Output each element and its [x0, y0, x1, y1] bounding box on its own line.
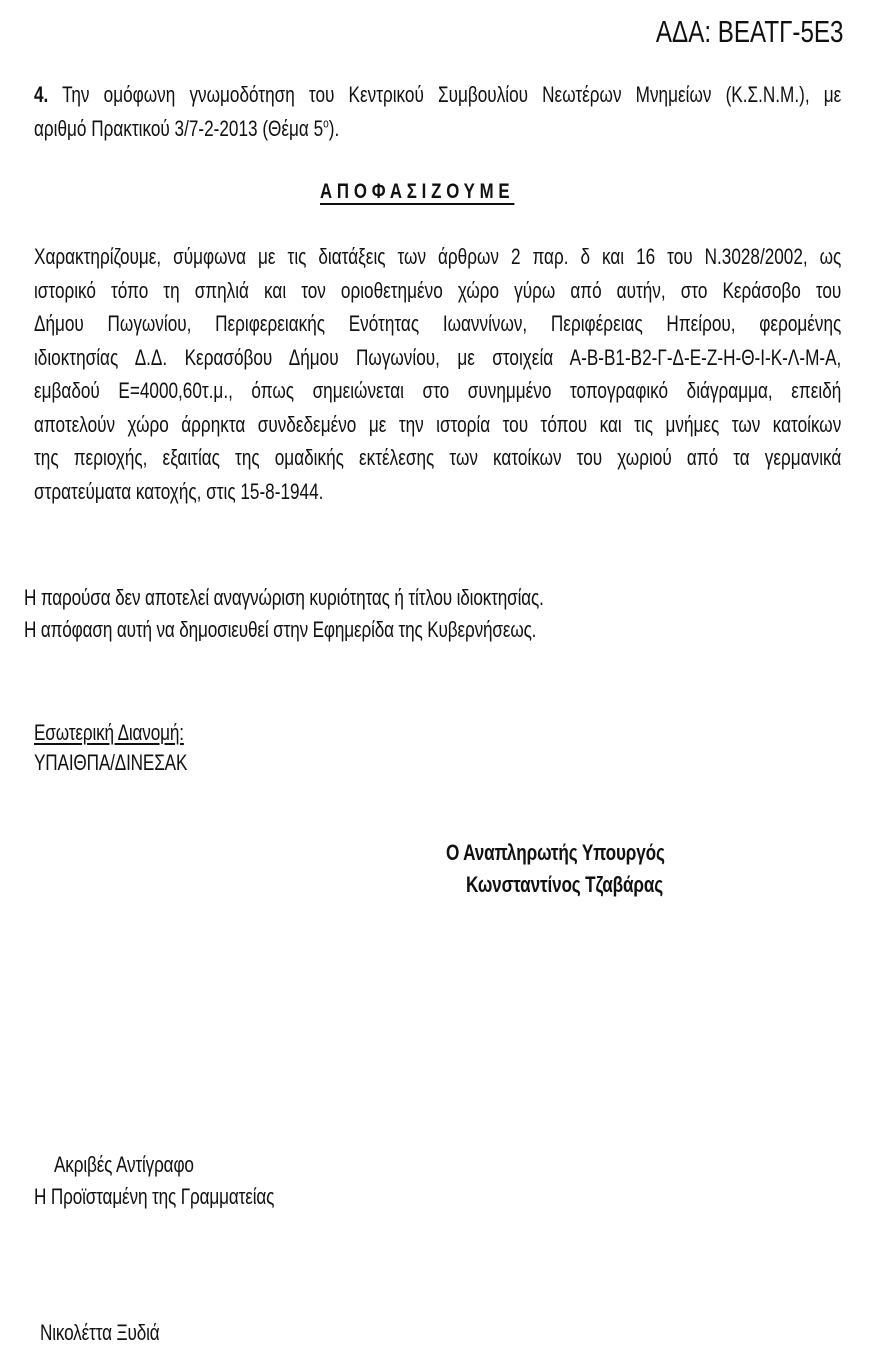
decision-heading: ΑΠΟΦΑΣΙΖΟΥΜΕ	[320, 180, 515, 203]
decision-line: αποτελούν χώρο άρρηκτα συνδεδεμένο με την ιστορία του τόπου και τις μνήμες των κατοίκων	[34, 411, 842, 437]
signatory-role: Ο Αναπληρωτής Υπουργός	[446, 840, 665, 865]
decision-paragraph	[34, 240, 841, 508]
secretariat-head-name: Νικολέττα Ξυδιά	[40, 1320, 160, 1345]
ada-code: ΑΔΑ: ΒΕΑΤΓ-5Ε3	[656, 14, 844, 49]
decision-line: ιδιοκτησίας Δ.Δ. Κερασόβου Δήμου Πωγωνίου, με στοιχεία Α-Β-Β1-Β2-Γ-Δ-Ε-Ζ-Η-Θ-Ι-Κ-Λ-Μ-Α,	[34, 344, 842, 370]
note-ownership: Η παρούσα δεν αποτελεί αναγνώριση κυριότητας ή τίτλου ιδιοκτησίας.	[24, 585, 544, 610]
item-4-line-1: 4. Την ομόφωνη γνωμοδότηση του Κεντρικού Συμβουλίου Νεωτέρων Μνημείων (Κ.Σ.Ν.Μ.), με	[34, 82, 842, 107]
note-publication: Η απόφαση αυτή να δημοσιευθεί στην Εφημερίδα της Κυβερνήσεως.	[24, 617, 537, 642]
item-4-line-2: αριθμό Πρακτικού 3/7-2-2013 (Θέμα $5^o$).	[34, 115, 340, 141]
secretariat-head-role: Η Προϊσταμένη της Γραμματείας	[34, 1184, 275, 1209]
distribution-recipient: ΥΠΑΙΘΠΑ/ΔΙΝΕΣΑΚ	[34, 750, 188, 775]
item-4-number: 4.	[34, 82, 49, 107]
item-4-paragraph	[34, 78, 841, 145]
decision-line: στρατεύματα κατοχής, στις 15-8-1944.	[34, 478, 324, 504]
decision-line: της περιοχής, εξαιτίας της ομαδικής εκτέλεσης των κατοίκων του χωριού από τα γερμανικά	[34, 445, 842, 470]
decision-line: ιστορικό τόπο τη σπηλιά και τον οριοθετημένο χώρο γύρω από αυτήν, στο Κεράσοβο του	[34, 277, 842, 303]
decision-line: εμβαδού Ε=4000,60τ.μ., όπως σημειώνεται στο συνημμένο τοπογραφικό διάγραμμα, επειδή	[34, 378, 842, 403]
exact-copy-label: Ακριβές Αντίγραφο	[54, 1152, 194, 1177]
signatory-name: Κωνσταντίνος Τζαβάρας	[466, 872, 663, 897]
decision-line: Δήμου Πωγωνίου, Περιφερειακής Ενότητας Ιωαννίνων, Περιφέρειας Ηπείρου, φερομένης	[34, 311, 842, 336]
decision-line: Χαρακτηρίζουμε, σύμφωνα με τις διατάξεις των άρθρων 2 παρ. δ και 16 του Ν.3028/2002, ως	[34, 244, 842, 269]
distribution-title: Εσωτερική Διανομή:	[34, 720, 184, 745]
